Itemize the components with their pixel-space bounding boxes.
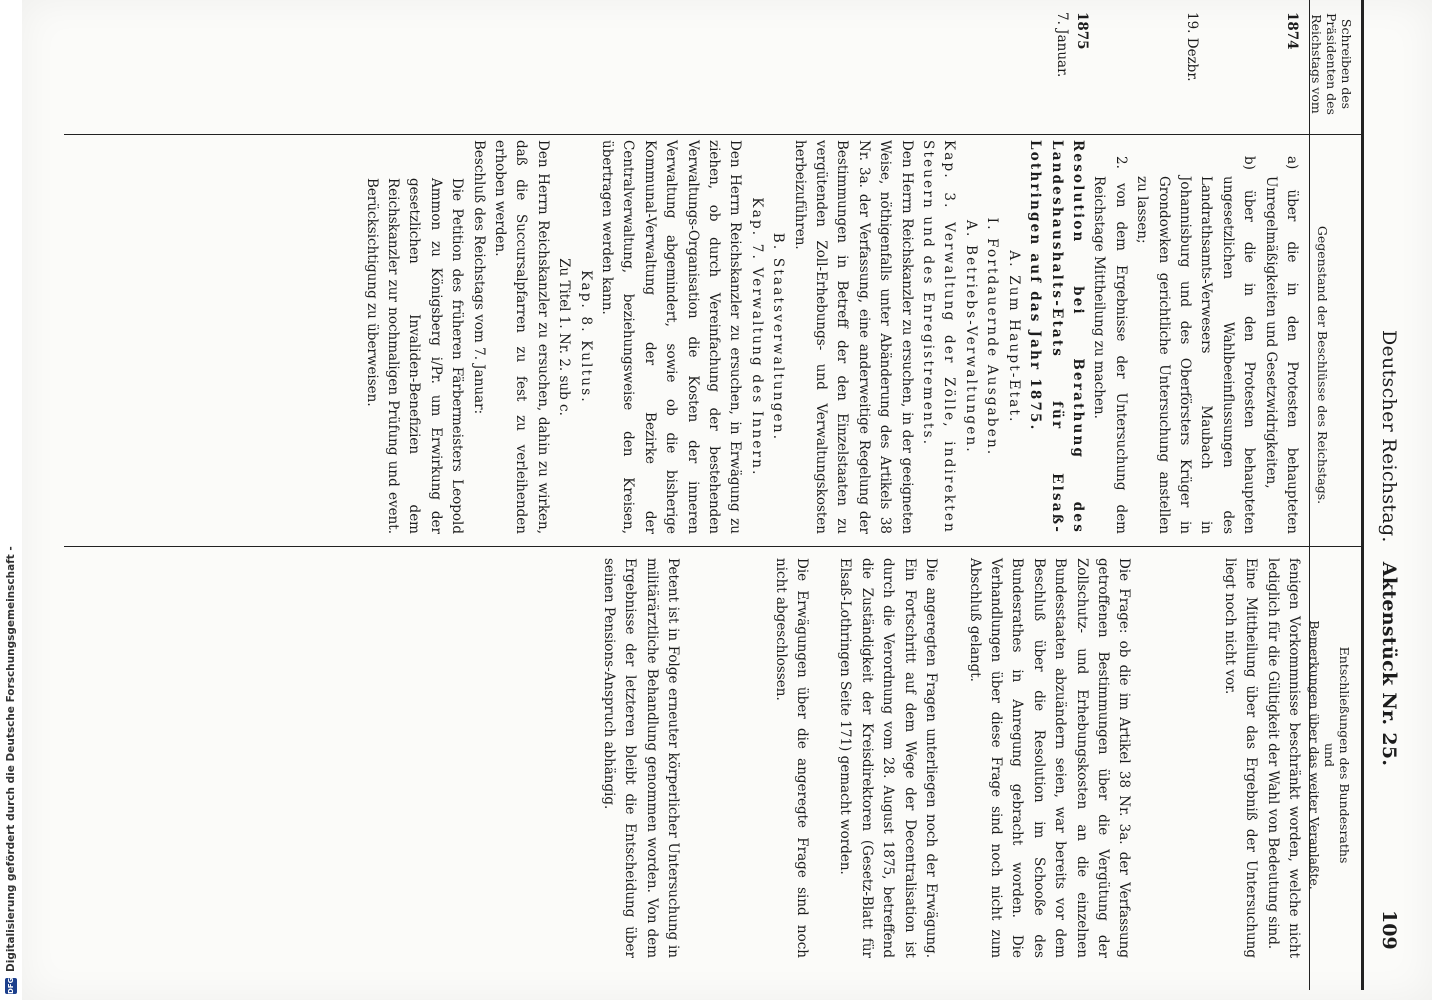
year-1875: 1875 (1074, 12, 1090, 50)
remark-6: Petent ist in Folge erneuter körperlicher Untersuchung in militärärztliche Behandlung genommen worden. Von dem Ergebnisse der letzteren bleibt die Entscheidung über seinen Pensions-Anspruch abhängig. (601, 558, 682, 958)
subject-item-a: a) über die in den Protesten behaupteten Unregelmäßigkeiten und Gesetzwidrigkeiten, (1262, 156, 1300, 534)
year-1874: 1874 (1284, 12, 1300, 50)
beschluss-text: Die Petition des früheren Färbermeisters Leopold Ammon zu Königsberg i/Pr. um Erwirkung der gesetzlichen Invaliden-Benefizien dem Reichskanzler zur nochmaligen Prüfung und event. Berücksichtigung zu überweisen. (363, 178, 466, 534)
remark-4: Die angeregten Fragen unterliegen noch der Erwägung. Ein Fortschritt auf dem Wege der Decentralisation ist durch die Verordnung vom 28. August 1875, betreffend die Zuständigkeit der Kreisdirektoren (Gesetz-Blatt für Elsaß-Lothringen Seite 171) gemacht worden. (837, 558, 940, 958)
beschluss-heading: Beschluß des Reichstags vom 7. Januar: (470, 140, 487, 415)
heading-fortdauernde-ausgaben: I. Fortdauernde Ausgaben. (984, 217, 1001, 457)
remark-1: fenigen Vorkommnisse beschränkt worden, welche nicht lediglich für die Gültigkeit der Wahl von Bedeutung sind. (1264, 558, 1302, 958)
kap7-heading: Kap. 7. Verwaltung des Innern. (748, 197, 765, 477)
kap3-heading: Kap. 3. Verwaltung der Zölle, indirekten Steuern und des Enregistrements. (920, 140, 958, 534)
kap3-text: Den Herrn Reichskanzler zu ersuchen, in der geeigneten Weise, nöthigenfalls unter Abänderung des Artikels 38 Nr. 3a. der Verfassung, eine anderweitige Regelung der Bestimmungen in Betreff der den Einzelstaaten zu vergütenden Zoll-Erhebungs- und Verwaltungskosten herbeizuführen. (791, 140, 915, 534)
column-header-subject: Gegenstand der Beschlüsse des Reichstags. (1315, 225, 1330, 505)
running-title (1378, 330, 1400, 766)
heading-haupt-etat: A. Zum Haupt-Etat. (1005, 250, 1022, 424)
heading-betriebs-verwaltungen: A. Betriebs-Verwaltungen. (962, 220, 979, 454)
rotated-document-page (30, 0, 1410, 1000)
remark-3: Die Frage: ob die im Artikel 38 Nr. 3a. der Verfassung getroffenen Bestimmungen über die Vergütung der Zollschutz- und Erhebungskosten an die einzelnen Bundesstaaten abzuändern seien, war bereits vor dem Beschluß über die Resolution im Schooße des Bundesrathes in Anregung gebracht worden. Die Verhandlungen über diese Frage sind noch nicht zum Abschluß gelangt. (966, 558, 1133, 958)
kap8-subheading: Zu Titel 1. Nr. 2. sub c. (556, 258, 573, 416)
page-number: 109 (1378, 910, 1400, 950)
running-title-main: Deutscher Reichstag. (1378, 330, 1400, 543)
heading-staatsverwaltungen: B. Staatsverwaltungen. (770, 232, 787, 442)
credit-text: Digitalisierung gefördert durch die Deutsche Forschungsgemeinschaft - (5, 546, 17, 972)
digitization-credit (0, 0, 22, 1000)
resolution-heading: Resolution bei Berathung des Landeshaushalts-Etats für Elsaß-Lothringen auf das Jahr 1875. (1027, 140, 1086, 534)
subject-item-2: 2. von dem Ergebnisse der Untersuchung dem Reichstage Mittheilung zu machen. (1091, 156, 1129, 534)
column-divider-1 (64, 134, 1364, 135)
column-header-remarks-line3: Bemerkungen über das weiter Veranlaßte. (1307, 620, 1322, 890)
column-header-remarks-line1: Entschließungen des Bundesraths (1337, 646, 1352, 864)
subject-item-b: b) über die in den Protesten behaupteten ungesetzlichen Wahlbeeinflussungen des Landrathsamts-Verwesers Maubach in Johannisburg und des Oberförsters Krüger in Grondowken gerichtliche Untersuchung anstellen zu lassen; (1134, 156, 1258, 534)
dfg-logo-icon: DFG (7, 977, 15, 994)
subject-column (360, 140, 1302, 534)
kap7-text: Den Herrn Reichskanzler zu ersuchen, in Erwägung zu ziehen, ob durch Vereinfachung der bestehenden Verwaltungs-Organisation die Kosten der inneren Verwaltung abgemindert, sowie ob die bisherige Kommunal-Verwaltung der Bezirke der Centralverwaltung, beziehungsweise den Kreisen, übertragen werden kann. (599, 140, 744, 534)
remark-2: Eine Mittheilung über das Ergebniß der Untersuchung liegt noch nicht vor. (1221, 558, 1260, 958)
column-header-date: Schreiben des Präsidenten des Reichstags vom (1309, 13, 1354, 115)
remarks-column (598, 558, 1304, 958)
page-header (1366, 10, 1400, 990)
kap8-text: Den Herrn Reichskanzler zu ersuchen, dahin zu wirken, daß die Succursalpfarren zu fest zu verleihenden erhoben werden. (491, 140, 551, 534)
column-header-remarks (1307, 560, 1352, 950)
document-number: Aktenstück Nr. 25. (1378, 561, 1400, 767)
column-divider-2 (64, 546, 1364, 547)
date-7-januar: 7. Januar. (1054, 12, 1070, 78)
remark-5: Die Erwägungen über die angeregte Frage sind noch nicht abgeschlossen. (772, 558, 811, 958)
date-19-dezbr: 19. Dezbr. (1184, 12, 1200, 82)
column-header-remarks-line2: und (1322, 742, 1337, 768)
top-rule (1362, 0, 1365, 990)
kap8-heading: Kap. 8. Kultus. (577, 270, 594, 404)
